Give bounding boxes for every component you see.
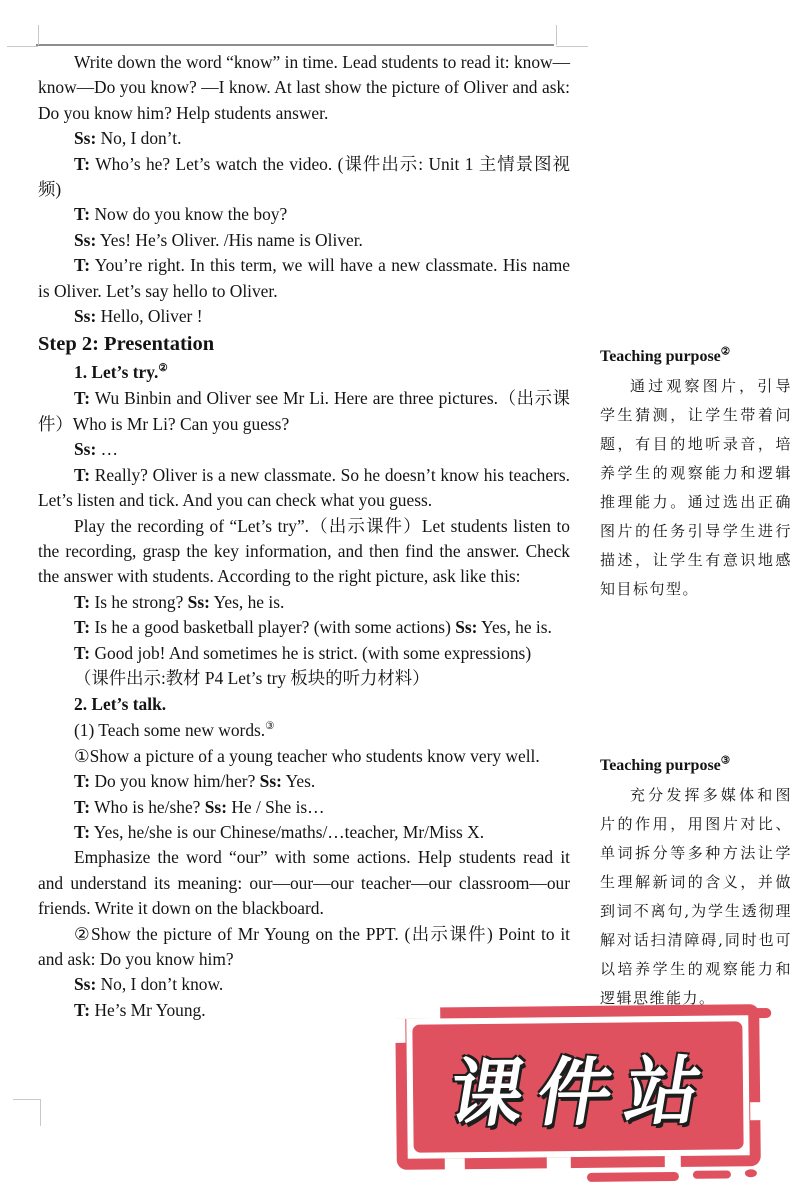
watermark-stamp	[395, 1004, 761, 1170]
note-body: 通过观察图片，引导学生猜测，让学生带着问题，有目的地听录音，培养学生的观察能力和逻辑推理能力。通过选出正确图片的任务引导学生进行描述，让学生有意识地感知目标句型。	[600, 377, 792, 598]
page-margin-mark-top-right	[556, 25, 557, 45]
page-margin-mark-bottom-left-v	[40, 1099, 41, 1126]
paragraph: T: He’s Mr Young.	[74, 999, 206, 1020]
paragraph: Emphasize the word “our” with some actions. Help students read it and understand its meaning: our—our—our teacher—our classroom—our friends. Write it down on the blackboard.	[38, 847, 570, 919]
note-body: 充分发挥多媒体和图片的作用，用图片对比、单词拆分等多种方法让学生理解新词的含义，并做到词不离句,为学生透彻理解对话扫清障碍,同时也可以培养学生的观察能力和逻辑思维能力。	[600, 786, 792, 1007]
paragraph: ②Show the picture of Mr Young on the PPT. (出示课件) Point to it and ask: Do you know him?	[38, 923, 570, 969]
paragraph: T: Now do you know the boy?	[74, 204, 288, 225]
main-column	[38, 50, 570, 1023]
paragraph: 1. Let’s try.②	[74, 362, 168, 383]
note-title: Teaching purpose③	[600, 755, 731, 774]
footnote-ref: ③	[265, 721, 275, 733]
stamp-body	[412, 1021, 743, 1152]
footnote-ref: ②	[158, 363, 168, 375]
section-heading: Step 2: Presentation	[38, 333, 215, 356]
paragraph: T: Good job! And sometimes he is strict. (with some expressions)	[74, 642, 532, 663]
paragraph: T: Yes, he/she is our Chinese/maths/…teacher, Mr/Miss X.	[74, 821, 485, 842]
paragraph: Ss: No, I don’t.	[74, 128, 182, 149]
paragraph: Ss: No, I don’t know.	[74, 974, 224, 995]
paragraph: Ss: …	[74, 439, 118, 460]
paragraph: Ss: Yes! He’s Oliver. /His name is Oliver.	[74, 229, 363, 250]
paragraph: Play the recording of “Let’s try”.（出示课件）Let students listen to the recording, grasp the key information, and then find the answer. Check the answer with students. According to the right picture, ask like this:	[38, 515, 570, 587]
paragraph: (1) Teach some new words.③	[74, 720, 275, 741]
page-margin-mark-top-left	[38, 25, 39, 45]
paragraph: T: Who is he/she? Ss: He / She is…	[74, 796, 325, 817]
paragraph: T: Is he strong? Ss: Yes, he is.	[74, 591, 285, 612]
header-rule	[36, 44, 554, 46]
paragraph: T: Who’s he? Let’s watch the video. (课件出示: Unit 1 主情景图视频)	[38, 153, 570, 200]
page-margin-mark-top-right-ext	[556, 46, 588, 47]
paragraph: 2. Let’s talk.	[74, 694, 167, 715]
note-title: Teaching purpose②	[600, 346, 731, 365]
teaching-purpose-note-1	[600, 346, 792, 604]
paragraph: T: Wu Binbin and Oliver see Mr Li. Here are three pictures.（出示课件）Who is Mr Li? Can you guess?	[38, 388, 570, 434]
paragraph: Ss: Hello, Oliver !	[74, 306, 203, 327]
paragraph: T: Is he a good basketball player? (with some actions) Ss: Yes, he is.	[74, 617, 552, 638]
paragraph: ①Show a picture of a young teacher who students know very well.	[74, 745, 540, 766]
teaching-purpose-note-2	[600, 755, 792, 1013]
paragraph: （课件出示:教材 P4 Let’s try 板块的听力材料）	[74, 667, 430, 688]
paragraph: Write down the word “know” in time. Lead students to read it: know—know—Do you know? —I know. At last show the picture of Oliver and ask: Do you know him? Help students answer.	[38, 52, 570, 123]
page-margin-mark-top-left-ext	[7, 46, 38, 47]
paragraph: T: Really? Oliver is a new classmate. So he doesn’t know his teachers. Let’s listen and tick. And you can check what you guess.	[38, 464, 570, 511]
stamp-text: 课件站	[443, 1049, 721, 1136]
paragraph: T: You’re right. In this term, we will have a new classmate. His name is Oliver. Let’s say hello to Oliver.	[38, 255, 570, 301]
page-margin-mark-bottom-left-h	[13, 1099, 41, 1100]
paragraph: T: Do you know him/her? Ss: Yes.	[74, 771, 316, 792]
